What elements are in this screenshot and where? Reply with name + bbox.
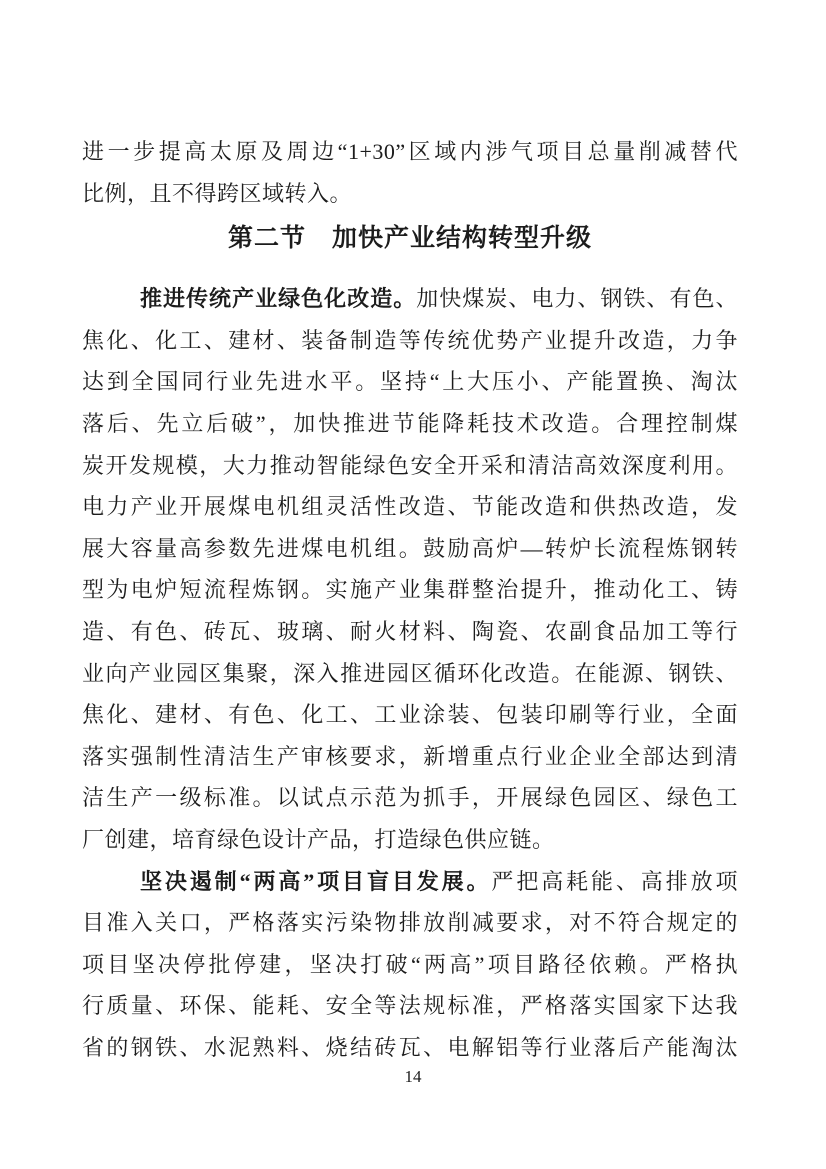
text-line: [82, 320, 738, 362]
body-text: 厂创建，培育绿色设计产品，打造绿色供应链。: [82, 826, 555, 852]
text-line: [82, 861, 738, 903]
body-text: 业向产业园区集聚，深入推进园区循环化改造。在能源、钢铁、: [82, 660, 738, 686]
body-text: 洁生产一级标准。以试点示范为抓手，开展绿色园区、绿色工: [82, 785, 738, 811]
text-line: [82, 694, 738, 736]
text-line: [82, 403, 738, 445]
body-text: 目准入关口，严格落实污染物排放削减要求，对不符合规定的: [82, 910, 738, 936]
bold-lead-text: 坚决遏制“两高”项目盲目发展。: [140, 868, 492, 894]
bold-lead-text: 推进传统产业绿色化改造。: [140, 286, 417, 312]
text-line: [82, 445, 738, 487]
text-line: [82, 777, 738, 819]
text-line: [82, 486, 738, 528]
section-heading: 第二节 加快产业结构转型升级: [227, 225, 592, 253]
text-line: [82, 611, 738, 653]
body-text: 落后、先立后破”，加快推进节能降耗技术改造。合理控制煤: [82, 410, 738, 436]
text-line: [82, 569, 738, 611]
text-line: [82, 944, 738, 986]
text-line: [82, 902, 738, 944]
body-text: 比例，且不得跨区域转入。: [82, 180, 353, 206]
text-line: [82, 173, 738, 215]
text-line: [82, 819, 738, 861]
body-text: 电力产业开展煤电机组灵活性改造、节能改造和供热改造，发: [82, 494, 738, 520]
text-line: [82, 653, 738, 695]
body-text: 焦化、化工、建材、装备制造等传统优势产业提升改造，力争: [82, 327, 738, 353]
body-text: 展大容量高参数先进煤电机组。鼓励高炉—转炉长流程炼钢转: [82, 535, 738, 561]
body-text: 行质量、环保、能耗、安全等法规标准，严格落实国家下达我: [82, 993, 738, 1019]
body-text: 省的钢铁、水泥熟料、烧结砖瓦、电解铝等行业落后产能淘汰: [82, 1034, 738, 1060]
text-line: [82, 985, 738, 1027]
text-line: [82, 361, 738, 403]
body-text: 达到全国同行业先进水平。坚持“上大压小、产能置换、淘汰: [82, 369, 738, 395]
text-line: [82, 1027, 738, 1069]
body-text: 严把高耗能、高排放项: [491, 868, 738, 894]
page-number: 14: [404, 1067, 422, 1086]
body-text: 造、有色、砖瓦、玻璃、耐火材料、陶瓷、农副食品加工等行: [82, 618, 738, 644]
body-text: 炭开发规模，大力推动智能绿色安全开采和清洁高效深度利用。: [82, 452, 738, 478]
text-line: [82, 528, 738, 570]
body-text: 落实强制性清洁生产审核要求，新增重点行业企业全部达到清: [82, 743, 738, 769]
text-line: [82, 131, 738, 173]
text-line: [82, 278, 738, 320]
body-text: 加快煤炭、电力、钢铁、有色、: [416, 286, 738, 312]
body-text: 焦化、建材、有色、化工、工业涂装、包装印刷等行业，全面: [82, 702, 738, 728]
body-text: 项目坚决停批停建，坚决打破“两高”项目路径依赖。严格执: [82, 951, 738, 977]
body-text: 型为电炉短流程炼钢。实施产业集群整治提升，推动化工、铸: [82, 577, 738, 603]
document-content: [82, 131, 738, 1068]
body-text: 进一步提高太原及周边“1+30”区域内涉气项目总量削减替代: [82, 139, 738, 164]
text-line: [82, 736, 738, 778]
